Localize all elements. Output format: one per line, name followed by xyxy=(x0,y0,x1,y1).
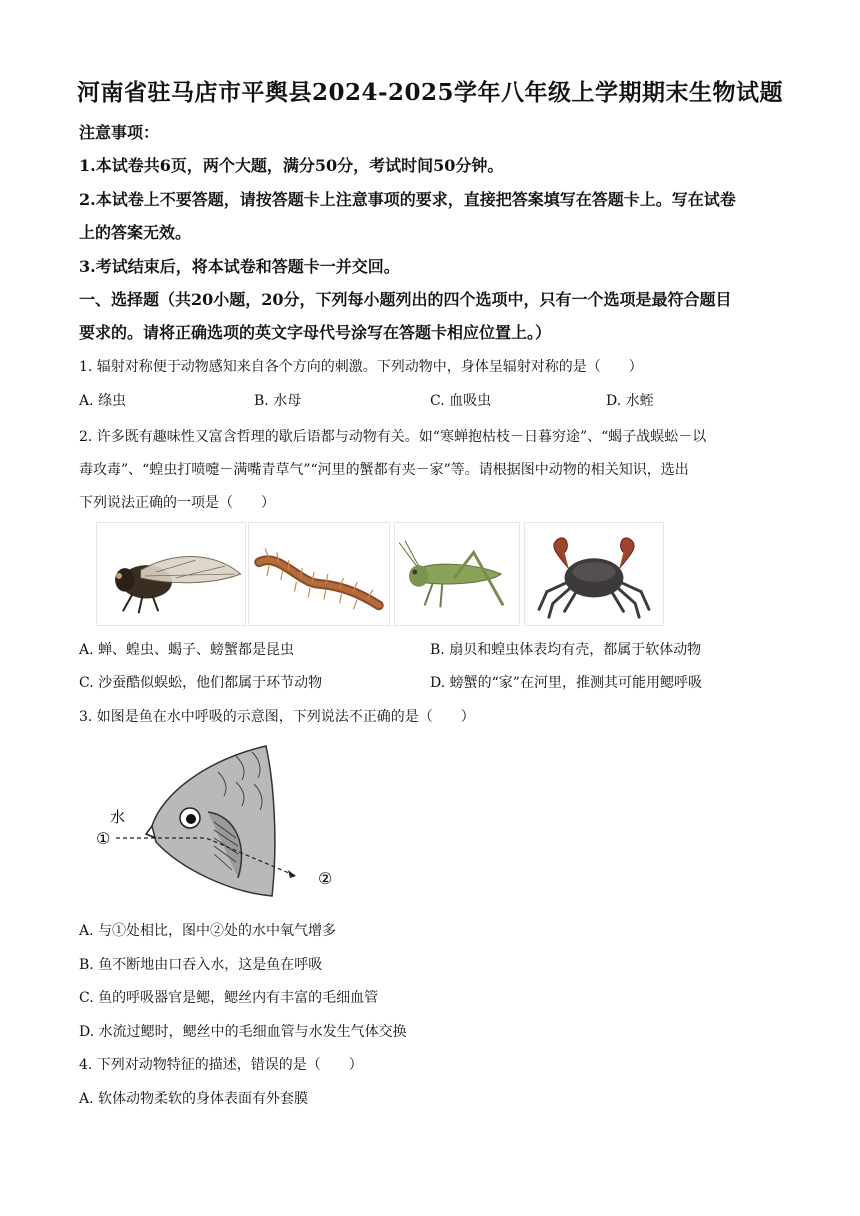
section-1-line1: 一、选择题（共20小题，20分，下列每小题列出的四个选项中，只有一个选项是最符合题目 xyxy=(79,290,732,309)
q3-option-a: A. 与①处相比，图中②处的水中氧气增多 xyxy=(79,923,337,939)
note-1: 1.本试卷共6页，两个大题，满分50分，考试时间50分钟。 xyxy=(79,156,504,175)
q2-animal-images xyxy=(96,522,666,626)
note-2-line2: 上的答案无效。 xyxy=(79,223,192,242)
q2-option-c: C. 沙蚕酷似蜈蚣，他们都属于环节动物 xyxy=(79,675,323,691)
crab-image xyxy=(524,522,664,626)
q3-option-b: B. 鱼不断地由口吞入水，这是鱼在呼吸 xyxy=(79,957,323,973)
q2-stem-line3: 下列说法正确的一项是（ ） xyxy=(79,495,275,511)
q2-option-a: A. 蝉、蝗虫、蝎子、螃蟹都是昆虫 xyxy=(79,642,295,658)
fish-respiration-diagram xyxy=(96,742,336,902)
diagram-point-1: ① xyxy=(96,829,111,848)
cicada-image xyxy=(96,522,246,626)
q4-option-a: A. 软体动物柔软的身体表面有外套膜 xyxy=(79,1091,309,1107)
q2-option-b: B. 扇贝和蝗虫体表均有壳，都属于软体动物 xyxy=(430,642,702,658)
notes-heading: 注意事项： xyxy=(79,123,160,142)
grasshopper-image xyxy=(394,522,520,626)
diagram-point-2: ② xyxy=(318,869,333,888)
exam-title: 河南省驻马店市平舆县2024-2025学年八年级上学期期末生物试题 xyxy=(76,79,784,106)
q1-stem: 1. 辐射对称便于动物感知来自各个方向的刺激。下列动物中，身体呈辐射对称的是（ ） xyxy=(79,359,643,375)
q2-stem-line2: 毒攻毒”、“蝗虫打喷嚏－满嘴青草气”“河里的蟹都有夹－家”等。请根据图中动物的相关知识，选出 xyxy=(79,462,689,478)
note-2-line1: 2.本试卷上不要答题，请按答题卡上注意事项的要求，直接把答案填写在答题卡上。写在试卷 xyxy=(79,190,736,209)
q2-stem-line1: 2. 许多既有趣味性又富含哲理的歇后语都与动物有关。如“寒蝉抱枯枝－日暮穷途”、“蝎子战蜈蚣－以 xyxy=(79,429,707,445)
q3-stem: 3. 如图是鱼在水中呼吸的示意图，下列说法不正确的是（ ） xyxy=(79,709,475,725)
centipede-image xyxy=(248,522,390,626)
q1-option-b: B. 水母 xyxy=(254,393,302,409)
q1-option-d: D. 水蛭 xyxy=(606,393,654,409)
note-3: 3.考试结束后，将本试卷和答题卡一并交回。 xyxy=(79,257,400,276)
q4-stem: 4. 下列对动物特征的描述，错误的是（ ） xyxy=(79,1057,363,1073)
q3-option-c: C. 鱼的呼吸器官是鳃，鳃丝内有丰富的毛细血管 xyxy=(79,990,379,1006)
q2-option-d: D. 螃蟹的“家”在河里，推测其可能用鳃呼吸 xyxy=(430,675,702,691)
q1-option-c: C. 血吸虫 xyxy=(430,393,492,409)
q3-option-d: D. 水流过鳃时，鳃丝中的毛细血管与水发生气体交换 xyxy=(79,1024,407,1040)
q1-option-a: A. 绦虫 xyxy=(79,393,127,409)
diagram-water-label: 水 xyxy=(110,808,126,826)
section-1-line2: 要求的。请将正确选项的英文字母代号涂写在答题卡相应位置上。） xyxy=(79,323,552,342)
